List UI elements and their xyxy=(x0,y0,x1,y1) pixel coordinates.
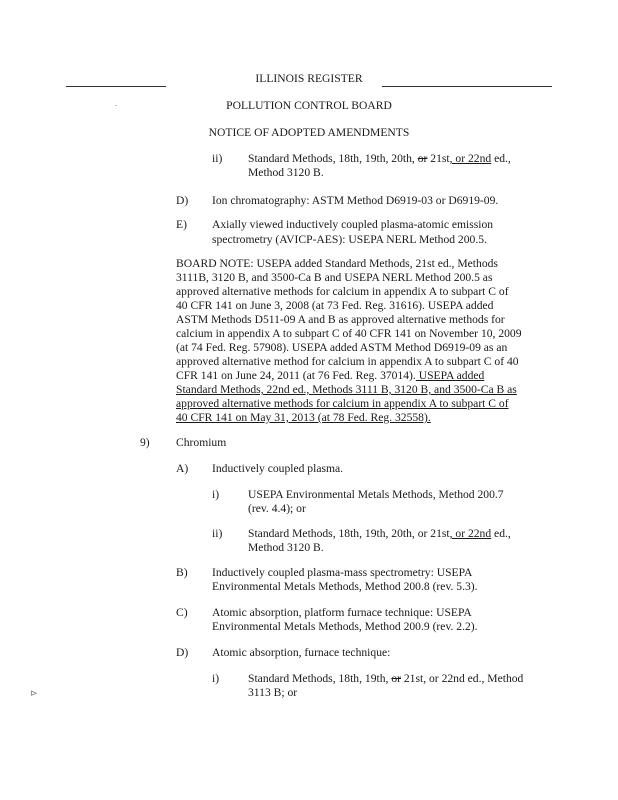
item-label: D) xyxy=(176,194,189,207)
subitem-label: ii) xyxy=(212,527,223,540)
subitem-label: i) xyxy=(212,488,220,501)
item-text: Atomic absorption, furnace technique: xyxy=(212,646,391,659)
item-text-line2: spectrometry (AVICP-AES): USEPA NERL Method 200.5. xyxy=(212,233,487,246)
item-text: Standard Methods, 18th, 19th, 20th, or 21st, or 22nd ed., xyxy=(248,152,511,165)
item-label: B) xyxy=(176,566,188,579)
item-text-line2: Environmental Metals Methods, Method 200.9 (rev. 2.2). xyxy=(212,620,478,633)
margin-dot: . xyxy=(115,98,118,108)
notice-title: NOTICE OF ADOPTED AMENDMENTS xyxy=(208,126,410,139)
item-label: ii) xyxy=(212,152,223,165)
header-rule-right xyxy=(382,86,552,87)
subitem-text-line2: Method 3120 B. xyxy=(248,541,324,554)
item-text-line2: Method 3120 B. xyxy=(248,166,324,179)
subitem-label: i) xyxy=(212,672,220,685)
subitem-text: Standard Methods, 18th, 19th, or 21st, or 22nd ed., Method xyxy=(248,672,524,685)
subitem-text-line2: 3113 B; or xyxy=(248,686,298,699)
margin-arrow-icon: ⊳ xyxy=(30,688,38,698)
item-text-line2: Environmental Metals Methods, Method 200.8 (rev. 5.3). xyxy=(212,580,478,593)
item-text: Ion chromatography: ASTM Method D6919-03 or D6919-09. xyxy=(212,194,499,207)
header-rule-left xyxy=(66,86,166,87)
board-title: POLLUTION CONTROL BOARD xyxy=(226,99,392,112)
item-text: Axially viewed inductively coupled plasma-atomic emission xyxy=(212,218,494,231)
subitem-text: USEPA Environmental Metals Methods, Method 200.7 xyxy=(248,488,504,501)
item-text: Atomic absorption, platform furnace technique: USEPA xyxy=(212,606,472,619)
item-label: E) xyxy=(176,218,187,231)
item-label: D) xyxy=(176,646,189,659)
section-title: Chromium xyxy=(176,436,227,449)
register-title: ILLINOIS REGISTER xyxy=(255,72,363,85)
item-text: Inductively coupled plasma. xyxy=(212,462,344,475)
subitem-text: Standard Methods, 18th, 19th, 20th, or 21st, or 22nd ed., xyxy=(248,527,511,540)
item-label: C) xyxy=(176,606,188,619)
item-text: Inductively coupled plasma-mass spectrometry: USEPA xyxy=(212,566,473,579)
item-label: A) xyxy=(176,462,189,475)
section-number: 9) xyxy=(140,436,150,449)
subitem-text-line2: (rev. 4.4); or xyxy=(248,502,306,515)
